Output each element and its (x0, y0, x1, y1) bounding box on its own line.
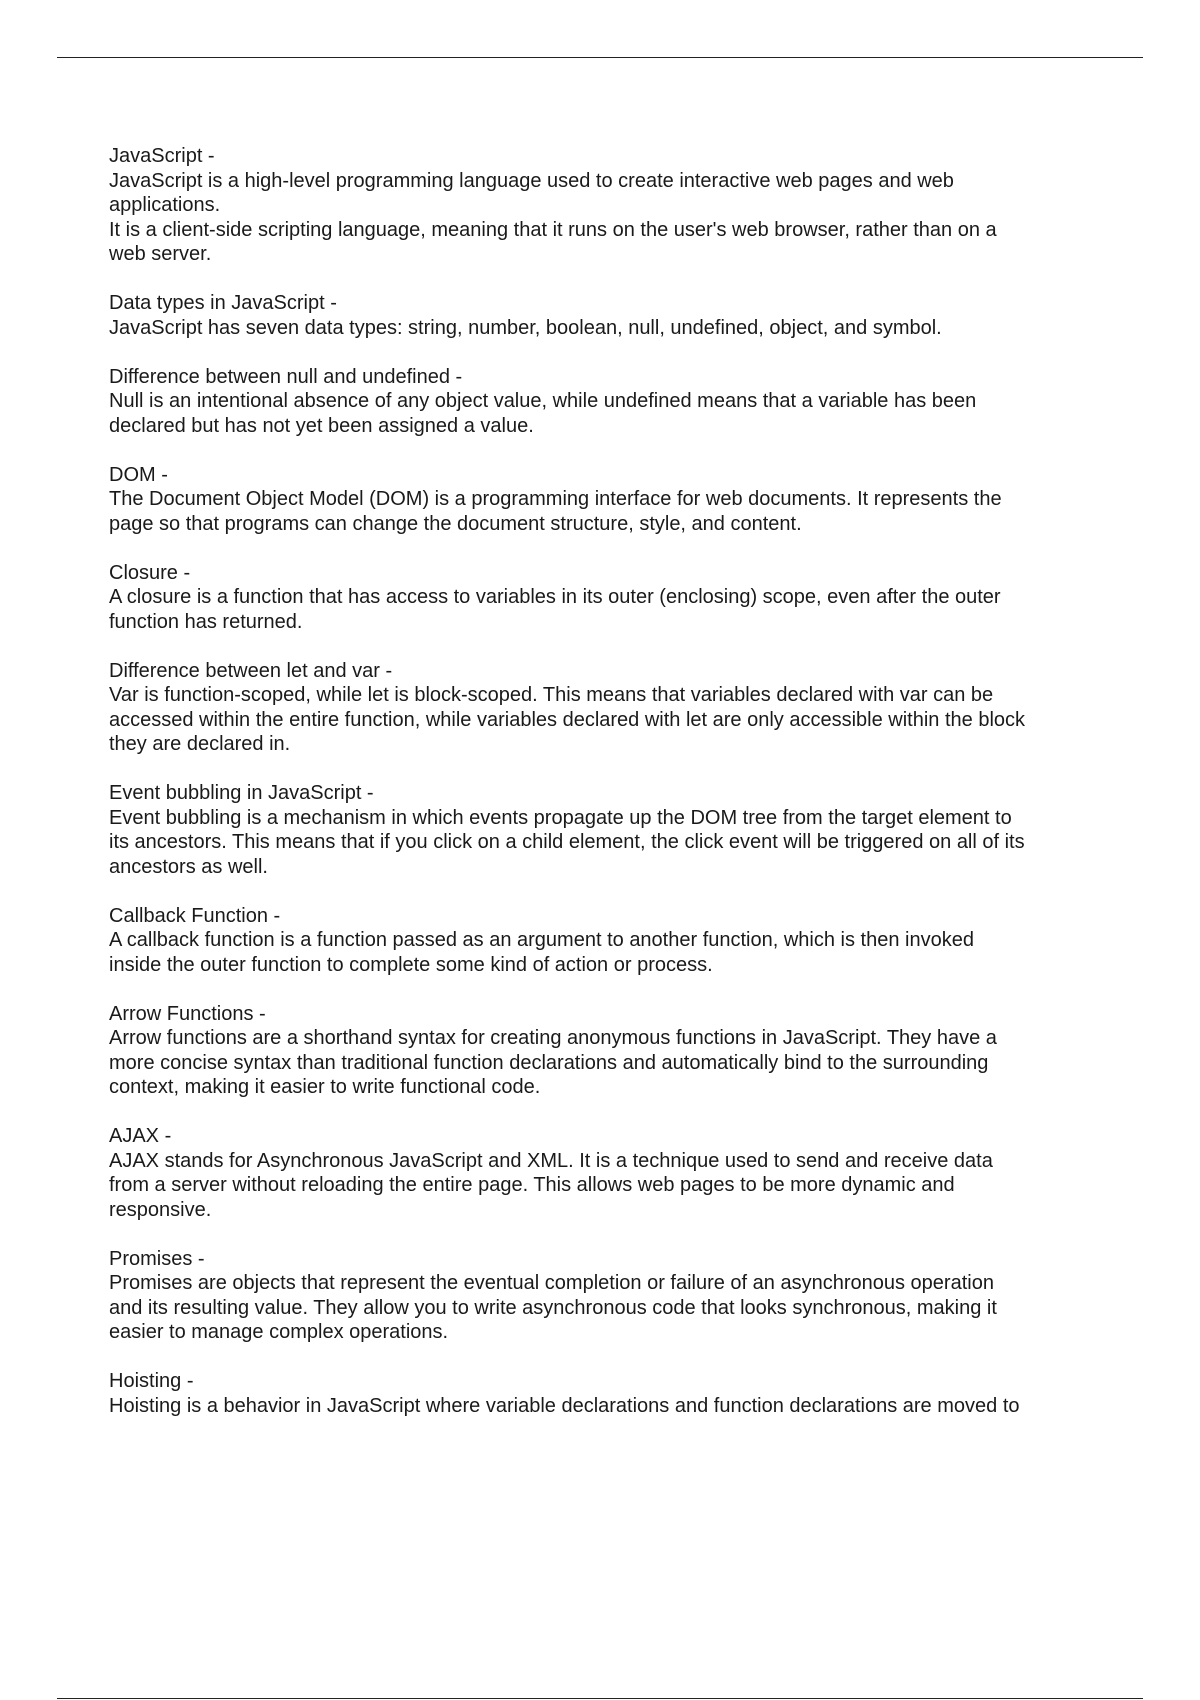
section-heading: Difference between null and undefined - (109, 365, 463, 388)
section-body (109, 1394, 1129, 1419)
section-heading: Arrow Functions - (109, 1002, 266, 1025)
section-body (109, 585, 1129, 634)
section-body (109, 169, 1129, 267)
section-heading: Promises - (109, 1247, 205, 1270)
body-line: Null is an intentional absence of any object value, while undefined means that a variable has been (109, 390, 977, 412)
section-body (109, 806, 1129, 880)
body-line: inside the outer function to complete some kind of action or process. (109, 953, 713, 976)
section-heading: Hoisting - (109, 1370, 194, 1392)
section-heading: Data types in JavaScript - (109, 292, 337, 314)
section-heading: Closure - (109, 561, 191, 584)
section-heading: AJAX - (109, 1125, 172, 1147)
section-heading: Difference between let and var - (109, 659, 393, 682)
body-line: Promises are objects that represent the eventual completion or failure of an asynchronous operation (109, 1272, 994, 1294)
body-line: page so that programs can change the document structure, style, and content. (109, 512, 802, 535)
section-body (109, 389, 1129, 438)
page-top-rule (57, 57, 1143, 58)
body-line: AJAX stands for Asynchronous JavaScript and XML. It is a technique used to send and receive data (109, 1149, 993, 1172)
section-heading: JavaScript - (109, 145, 215, 167)
section-body (109, 316, 1129, 341)
section (109, 1002, 1129, 1100)
body-line: responsive. (109, 1198, 212, 1221)
section (109, 291, 1129, 340)
body-line: and its resulting value. They allow you to write asynchronous code that looks synchronous, making it (109, 1296, 997, 1319)
body-line: context, making it easier to write functional code. (109, 1076, 541, 1098)
body-line: easier to manage complex operations. (109, 1321, 449, 1343)
body-line: Arrow functions are a shorthand syntax for creating anonymous functions in JavaScript. They have a (109, 1027, 997, 1049)
section (109, 1124, 1129, 1222)
document-body (109, 144, 1129, 1443)
section (109, 1247, 1129, 1345)
section-body (109, 487, 1129, 536)
section (109, 561, 1129, 635)
section (109, 904, 1129, 978)
section (109, 1369, 1129, 1418)
body-line: more concise syntax than traditional function declarations and automatically bind to the surrounding (109, 1051, 989, 1074)
body-line: its ancestors. This means that if you click on a child element, the click event will be triggered on all of its (109, 831, 1025, 853)
body-line: accessed within the entire function, while variables declared with let are only accessible within the block (109, 708, 1026, 731)
section-body (109, 1149, 1129, 1223)
section-heading: Callback Function - (109, 904, 281, 927)
body-line: declared but has not yet been assigned a value. (109, 414, 534, 437)
body-line: A closure is a function that has access to variables in its outer (enclosing) scope, even after the outer (109, 586, 1001, 608)
body-line: from a server without reloading the entire page. This allows web pages to be more dynamic and (109, 1174, 955, 1196)
body-line: Event bubbling is a mechanism in which events propagate up the DOM tree from the target element to (109, 806, 1012, 829)
body-line: Hoisting is a behavior in JavaScript where variable declarations and function declarations are moved to (109, 1394, 1020, 1417)
section (109, 659, 1129, 757)
body-line: they are declared in. (109, 733, 291, 755)
section (109, 781, 1129, 879)
section-body (109, 1271, 1129, 1345)
body-line: JavaScript is a high-level programming language used to create interactive web pages and web (109, 169, 954, 192)
section-heading: Event bubbling in JavaScript - (109, 782, 374, 804)
body-line: Var is function-scoped, while let is block-scoped. This means that variables declared with var can be (109, 684, 994, 706)
body-line: function has returned. (109, 610, 303, 633)
body-line: ancestors as well. (109, 855, 268, 878)
body-line: web server. (109, 243, 212, 265)
body-line: The Document Object Model (DOM) is a programming interface for web documents. It represents the (109, 488, 1002, 510)
section (109, 463, 1129, 537)
body-line: applications. (109, 194, 221, 216)
section-heading: DOM - (109, 463, 168, 486)
section-body (109, 1026, 1129, 1100)
section-body (109, 928, 1129, 977)
body-line: A callback function is a function passed as an argument to another function, which is then invoked (109, 929, 974, 951)
body-line: JavaScript has seven data types: string, number, boolean, null, undefined, object, and symbol. (109, 316, 942, 339)
body-line: It is a client-side scripting language, meaning that it runs on the user's web browser, rather than on a (109, 218, 997, 241)
page-bottom-rule (57, 1698, 1143, 1699)
section (109, 144, 1129, 267)
section-body (109, 683, 1129, 757)
section (109, 365, 1129, 439)
